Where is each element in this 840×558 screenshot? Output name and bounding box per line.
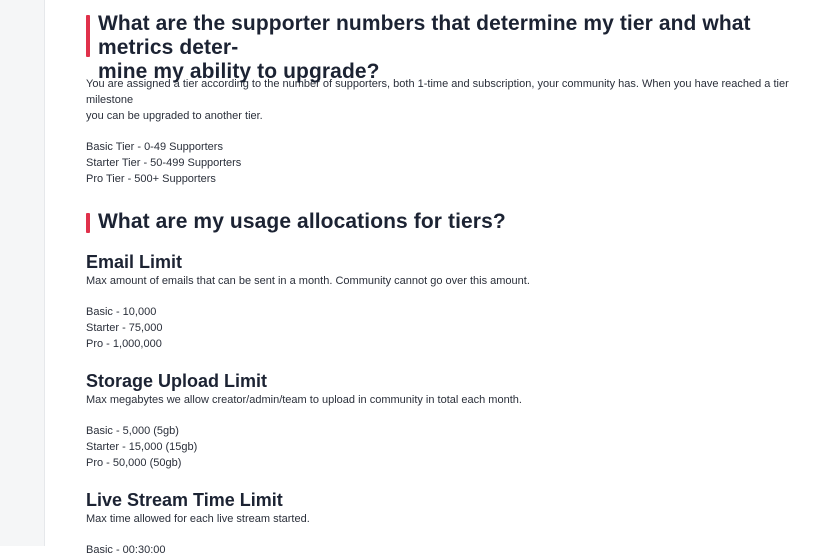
tier-list bbox=[86, 139, 812, 187]
email-limit-pro: Pro - 1,000,000 bbox=[86, 338, 162, 350]
tier-item-starter: Starter Tier - 50-499 Supporters bbox=[86, 157, 242, 169]
storage-limit-starter: Starter - 15,000 (15gb) bbox=[86, 441, 198, 453]
tier-paragraph-line-1: You are assigned a tier according to the number of supporters, both 1-time and subscription, your community has. When you have reached a tier milestone bbox=[86, 78, 789, 106]
livestream-limit-basic: Basic - 00:30:00 bbox=[86, 544, 166, 556]
tier-paragraph-line-2: you can be upgraded to another tier. bbox=[86, 110, 263, 122]
livestream-limit-desc: Max time allowed for each live stream started. bbox=[86, 513, 310, 525]
heading-line-1: What are the supporter numbers that determine my tier and what metrics deter- bbox=[98, 12, 751, 59]
article-content bbox=[86, 12, 812, 558]
left-sidebar-rail bbox=[0, 0, 45, 546]
heading-line-2: mine my ability to upgrade? bbox=[98, 60, 380, 83]
tier-item-basic: Basic Tier - 0-49 Supporters bbox=[86, 141, 223, 153]
storage-limit-pro: Pro - 50,000 (50gb) bbox=[86, 457, 182, 469]
section-tier-heading bbox=[86, 12, 812, 83]
email-limit-starter: Starter - 75,000 bbox=[86, 322, 163, 334]
email-limit-desc: Max amount of emails that can be sent in a month. Community cannot go over this amount. bbox=[86, 275, 530, 287]
storage-limit-desc: Max megabytes we allow creator/admin/team to upload in community in total each month. bbox=[86, 394, 522, 406]
storage-limit-basic: Basic - 5,000 (5gb) bbox=[86, 425, 179, 437]
heading-accent-bar bbox=[86, 15, 90, 57]
livestream-limit-title: Live Stream Time Limit bbox=[86, 490, 283, 510]
email-limit-basic: Basic - 10,000 bbox=[86, 306, 157, 318]
email-limit-list bbox=[86, 304, 812, 352]
email-limit-title: Email Limit bbox=[86, 252, 183, 272]
heading-accent-bar bbox=[86, 213, 90, 233]
usage-heading: What are my usage allocations for tiers? bbox=[98, 210, 506, 233]
tier-item-pro: Pro Tier - 500+ Supporters bbox=[86, 173, 216, 185]
storage-limit-list bbox=[86, 423, 812, 471]
section-usage-heading bbox=[86, 210, 812, 234]
livestream-limit-list bbox=[86, 542, 812, 558]
storage-limit-title: Storage Upload Limit bbox=[86, 371, 268, 391]
